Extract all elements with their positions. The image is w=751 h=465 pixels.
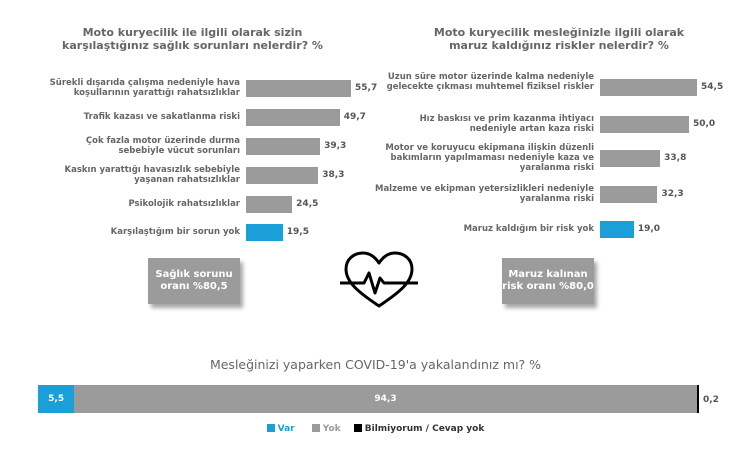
- legend-swatch-bilmiyorum: [354, 424, 362, 432]
- left-chart-title: Moto kuryecilik ile ilgili olarak sizin karşılaştığınız sağlık sorunları nelerdir? %: [62, 26, 323, 52]
- bar: [246, 196, 292, 213]
- right-chart-title: Moto kuryecilik mesleğinizle ilgili olarak maruz kaldığınız riskler nelerdir? %: [433, 26, 685, 52]
- value-label: 55,7: [355, 83, 378, 93]
- covid-chart-title: Mesleğinizi yaparken COVID-19'a yakalandınız mı? %: [209, 357, 542, 372]
- value-label: 33,8: [664, 153, 687, 163]
- category-label: Karşılaştığım bir sorun yok: [110, 227, 240, 237]
- category-label: Sürekli dışarıda çalışma nedeniyle hava koşullarının yarattığı rahatsızlıklar: [49, 78, 240, 98]
- value-label: 54,5: [701, 82, 724, 92]
- value-label: 49,7: [343, 112, 366, 122]
- value-label: 24,5: [296, 199, 319, 209]
- legend-label-var: Var: [277, 424, 295, 434]
- legend-swatch-yok: [312, 424, 320, 432]
- legend-item-var: [267, 424, 295, 434]
- category-label: Malzeme ve ekipman yetersizlikleri nedeniyle yaralanma riski: [374, 184, 594, 204]
- bar: [600, 79, 697, 96]
- category-label: Trafik kazası ve sakatlanma riski: [83, 112, 240, 122]
- category-label: Psikolojik rahatsızlıklar: [128, 199, 240, 209]
- legend-item-bilmiyorum: [354, 424, 485, 434]
- heart-pulse-icon: [338, 250, 420, 312]
- covid-segment: [697, 385, 700, 413]
- value-label: 19,5: [286, 227, 309, 237]
- value-label: 32,3: [661, 189, 684, 199]
- covid-stacked-bar: [38, 385, 698, 413]
- bar: [246, 138, 320, 155]
- value-label: 38,3: [322, 170, 345, 180]
- bar: [600, 116, 689, 133]
- bar: [246, 80, 351, 97]
- value-label: 19,0: [637, 224, 661, 234]
- legend-item-yok: [312, 424, 341, 434]
- covid-segment: [74, 385, 696, 413]
- bar: [600, 150, 660, 167]
- category-label: Motor ve koruyucu ekipmana ilişkin düzenli bakımların yapılmaması nedeniyle kaza ve yaralanma riski: [385, 143, 594, 173]
- category-label: Hız baskısı ve prim kazanma ihtiyacı nedeniyle artan kaza riski: [419, 114, 594, 134]
- legend-label-yok: Yok: [322, 424, 341, 434]
- bar: [600, 186, 657, 203]
- covid-legend: [0, 424, 751, 434]
- bar: [600, 221, 634, 238]
- covid-segment-label: 94,3: [374, 394, 397, 404]
- bar: [246, 167, 318, 184]
- category-label: Çok fazla motor üzerinde durma sebebiyle vücut sorunları: [85, 136, 240, 156]
- legend-label-bilmiyorum: Bilmiyorum / Cevap yok: [364, 424, 485, 434]
- covid-nodata-value: 0,2: [703, 395, 719, 405]
- health-summary-box: Sağlık sorunu oranı %80,5: [148, 258, 240, 304]
- covid-segment: [38, 385, 74, 413]
- legend-swatch-var: [267, 424, 275, 432]
- risk-summary-box: Maruz kalınan risk oranı %80,0: [502, 258, 594, 304]
- category-label: Kaskın yarattığı havasızlık sebebiyle yaşanan rahatsızlıklar: [64, 165, 240, 185]
- value-label: 50,0: [692, 119, 716, 129]
- covid-segment-label: 5,5: [48, 394, 65, 404]
- category-label: Maruz kaldığım bir risk yok: [463, 224, 594, 234]
- bar: [246, 224, 283, 241]
- bar: [246, 109, 340, 126]
- value-label: 39,3: [324, 141, 347, 151]
- category-label: Uzun süre motor üzerinde kalma nedeniyle gelecekte çıkması muhtemel fiziksel riskler: [386, 72, 594, 92]
